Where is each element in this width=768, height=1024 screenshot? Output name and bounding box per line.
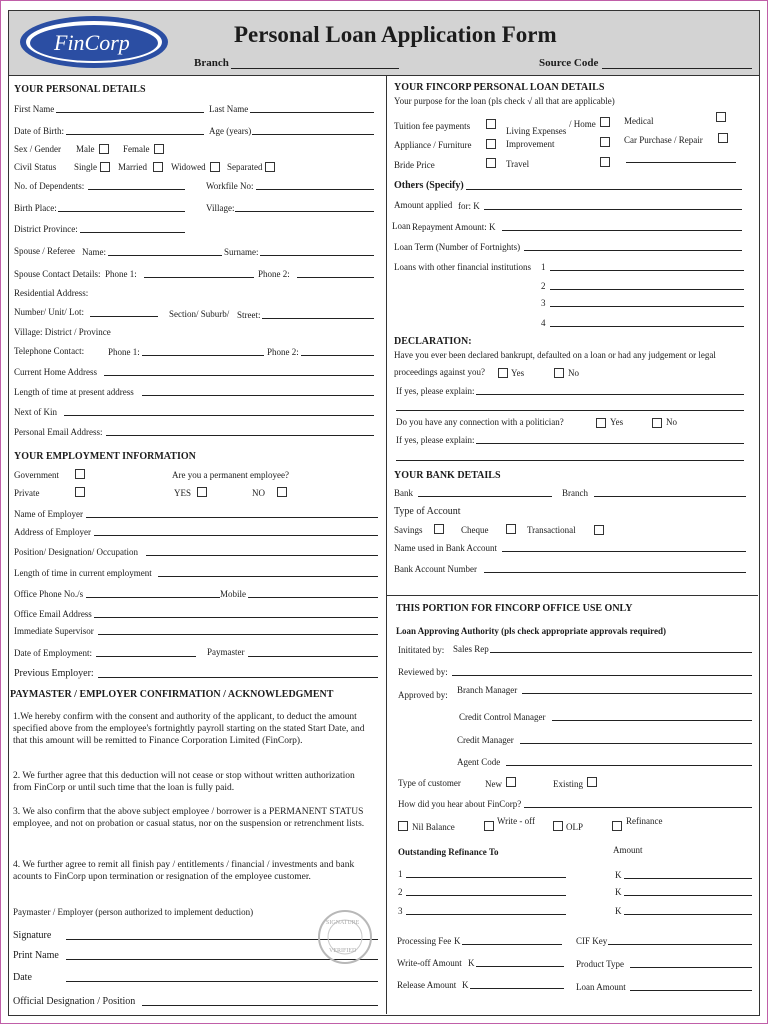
immediate-supervisor-label: Immediate Supervisor	[14, 626, 94, 636]
dependents-label: No. of Dependents:	[14, 181, 85, 191]
other-loan-4-number: 4	[541, 318, 546, 328]
other-loan-1-field[interactable]	[550, 270, 744, 271]
authorized-person-label: Paymaster / Employer (person authorized to implement deduction)	[13, 907, 254, 917]
new-customer-label: New	[485, 779, 502, 789]
length-employment-label: Length of time in current employment	[14, 568, 152, 578]
politician-question: Do you have any connection with a politician?	[396, 417, 564, 427]
village-label: Village:	[206, 203, 235, 213]
office-phone-label: Office Phone No./s	[14, 589, 84, 599]
improvement-checkbox[interactable]	[600, 137, 610, 147]
branch-manager-label: Branch Manager	[457, 685, 518, 695]
amount-label: Amount	[613, 845, 643, 855]
agent-code-field[interactable]	[506, 765, 752, 766]
bankrupt-explain-label: If yes, please explain:	[396, 386, 475, 396]
processing-fee-label: Processing Fee	[397, 936, 452, 946]
permanent-no-label: NO	[252, 488, 265, 498]
politician-explain-field-2[interactable]	[396, 460, 744, 461]
loan-label: Loan	[392, 221, 411, 231]
spouse-surname-field[interactable]	[260, 255, 374, 256]
married-checkbox[interactable]	[153, 162, 163, 172]
other-loan-4-field[interactable]	[550, 326, 744, 327]
politician-no-label: No	[666, 417, 677, 427]
signature-label: Signature	[13, 930, 52, 941]
approved-by-label: Approved by:	[398, 690, 448, 700]
writeoff-amount-label: Write-off Amount	[397, 958, 462, 968]
politician-no-checkbox[interactable]	[652, 418, 662, 428]
loan-purpose-note: Your purpose for the loan (pls check √ all that are applicable)	[394, 96, 615, 106]
official-designation-label: Official Designation / Position	[13, 996, 136, 1007]
loan-term-label: Loan Term (Number of Fortnights)	[394, 242, 521, 252]
improvement-label: Improvement	[506, 139, 555, 149]
spouse-surname-label: Surname:	[224, 247, 259, 257]
government-checkbox[interactable]	[75, 469, 85, 479]
refinance-3-number: 3	[398, 906, 403, 916]
private-label: Private	[14, 488, 40, 498]
employment-section-title: YOUR EMPLOYMENT INFORMATION	[14, 451, 196, 462]
credit-control-manager-field[interactable]	[552, 720, 752, 721]
politician-yes-checkbox[interactable]	[596, 418, 606, 428]
birth-place-label: Birth Place:	[14, 203, 57, 213]
bankrupt-explain-field-2[interactable]	[396, 410, 744, 411]
last-name-field[interactable]	[250, 112, 374, 113]
bankrupt-question: Have you ever been declared bankrupt, defaulted on a loan or had any judgement or legal	[394, 350, 716, 360]
date-of-employment-field[interactable]	[96, 656, 196, 657]
private-checkbox[interactable]	[75, 487, 85, 497]
spouse-name-field[interactable]	[108, 255, 222, 256]
immediate-supervisor-field[interactable]	[98, 634, 378, 635]
sex-gender-label: Sex / Gender	[14, 144, 61, 154]
repayment-amount-label: Repayment Amount: K	[412, 222, 496, 232]
separated-checkbox[interactable]	[265, 162, 275, 172]
loan-amount-field[interactable]	[630, 990, 752, 991]
street-label: Street:	[237, 310, 261, 320]
credit-manager-label: Credit Manager	[457, 735, 514, 745]
male-checkbox[interactable]	[99, 144, 109, 154]
spouse-name-label: Name:	[82, 247, 106, 257]
column-divider	[386, 76, 387, 1014]
writeoff-amount-k: K	[468, 958, 475, 968]
paymaster-section-title: PAYMASTER / EMPLOYER CONFIRMATION / ACKNOWLEDGMENT	[10, 689, 334, 700]
last-name-label: Last Name	[209, 104, 249, 114]
tuition-checkbox[interactable]	[486, 119, 496, 129]
first-name-label: First Name	[14, 104, 55, 114]
address-of-employer-label: Address of Employer	[14, 527, 91, 537]
single-checkbox[interactable]	[100, 162, 110, 172]
olp-label: OLP	[566, 822, 584, 832]
branch-label: Branch	[194, 57, 229, 69]
paymaster-label: Paymaster	[207, 647, 245, 657]
date-of-employment-label: Date of Employment:	[14, 648, 92, 658]
name-of-employer-label: Name of Employer	[14, 509, 83, 519]
civil-status-label: Civil Status	[14, 162, 57, 172]
official-designation-field[interactable]	[142, 1005, 378, 1006]
other-loan-2-number: 2	[541, 281, 546, 291]
number-unit-lot-field[interactable]	[90, 316, 158, 317]
number-unit-lot-label: Number/ Unit/ Lot:	[14, 307, 84, 317]
processing-fee-field[interactable]	[462, 944, 562, 945]
birth-place-field[interactable]	[58, 211, 185, 212]
credit-control-manager-label: Credit Control Manager	[459, 712, 546, 722]
existing-customer-label: Existing	[553, 779, 584, 789]
permanent-no-checkbox[interactable]	[277, 487, 287, 497]
residential-address-label: Residential Address:	[14, 288, 89, 298]
how-heard-field[interactable]	[524, 807, 752, 808]
savings-label: Savings	[394, 525, 423, 535]
refinance-1-number: 1	[398, 869, 403, 879]
name-of-employer-field[interactable]	[86, 517, 378, 518]
appliance-checkbox[interactable]	[486, 139, 496, 149]
refinance-3-field[interactable]	[406, 914, 566, 915]
widowed-checkbox[interactable]	[210, 162, 220, 172]
refinance-1-k: K	[615, 870, 622, 880]
position-field[interactable]	[146, 555, 378, 556]
how-heard-label: How did you hear about FinCorp?	[398, 799, 522, 809]
refinance-checkbox[interactable]	[612, 821, 622, 831]
medical-checkbox[interactable]	[716, 112, 726, 122]
others-label: Others (Specify)	[394, 180, 464, 191]
logo-text: FinCorp	[54, 30, 130, 55]
date-field[interactable]	[66, 981, 378, 982]
bank-branch-label: Branch	[562, 488, 588, 498]
refinance-3-amount-field[interactable]	[624, 914, 752, 915]
age-field[interactable]	[252, 134, 374, 135]
spouse-phone1-field[interactable]	[144, 277, 254, 278]
savings-checkbox[interactable]	[434, 524, 444, 534]
declaration-section-title: DECLARATION:	[394, 336, 472, 347]
cheque-checkbox[interactable]	[506, 524, 516, 534]
outstanding-refinance-label: Outstanding Refinance To	[398, 847, 499, 857]
cif-key-field[interactable]	[608, 944, 752, 945]
refinance-2-field[interactable]	[406, 895, 566, 896]
existing-customer-checkbox[interactable]	[587, 777, 597, 787]
permanent-question: Are you a permanent employee?	[172, 470, 289, 480]
widowed-label: Widowed	[171, 162, 206, 172]
type-of-customer-label: Type of customer	[398, 778, 461, 788]
district-province-field[interactable]	[80, 232, 185, 233]
nil-balance-checkbox[interactable]	[398, 821, 408, 831]
nil-balance-label: Nil Balance	[412, 822, 455, 832]
reviewed-by-label: Reviewed by:	[398, 667, 448, 677]
telephone-phone2-label: Phone 2:	[267, 347, 299, 357]
refinance-2-number: 2	[398, 887, 403, 897]
bankrupt-no-checkbox[interactable]	[554, 368, 564, 378]
other-purpose-field[interactable]	[626, 162, 736, 163]
loan-term-field[interactable]	[524, 250, 742, 251]
workfile-label: Workfile No:	[206, 181, 254, 191]
print-name-label: Print Name	[13, 950, 59, 961]
transactional-checkbox[interactable]	[594, 525, 604, 535]
bankrupt-yes-label: Yes	[511, 368, 525, 378]
dependents-field[interactable]	[88, 189, 185, 190]
office-section-title: THIS PORTION FOR FINCORP OFFICE USE ONLY	[396, 603, 633, 614]
village-district-label: Village: District / Province	[14, 327, 111, 337]
spouse-referee-label: Spouse / Referee	[14, 246, 75, 256]
district-province-label: District Province:	[14, 224, 78, 234]
travel-checkbox[interactable]	[600, 157, 610, 167]
refinance-label: Refinance	[626, 816, 663, 826]
release-amount-k: K	[462, 980, 469, 990]
first-name-field[interactable]	[56, 112, 204, 113]
position-label: Position/ Designation/ Occupation	[14, 547, 138, 557]
spouse-phone1-label: Phone 1:	[105, 269, 137, 279]
politician-explain-field[interactable]	[476, 443, 744, 444]
branch-manager-field[interactable]	[522, 693, 752, 694]
release-amount-label: Release Amount	[397, 980, 457, 990]
office-email-label: Office Email Address	[14, 609, 92, 619]
sales-rep-field[interactable]	[490, 652, 752, 653]
source-code-label: Source Code	[539, 57, 599, 69]
female-checkbox[interactable]	[154, 144, 164, 154]
length-employment-field[interactable]	[158, 576, 378, 577]
release-amount-field[interactable]	[470, 988, 564, 989]
branch-field[interactable]	[231, 68, 399, 69]
office-divider	[386, 595, 758, 596]
address-of-employer-field[interactable]	[94, 535, 378, 536]
village-field[interactable]	[235, 211, 374, 212]
paymaster-clause-1: 1.We hereby confirm with the consent and authority of the applicant, to deduct the amount specified above from the employee's fortnightly payroll starting on the stated Start Date, and that this amount will be remitted to Finance Corporation Limited (FinCorp).	[13, 712, 365, 746]
source-code-field[interactable]	[602, 68, 752, 69]
other-loan-1-number: 1	[541, 262, 546, 272]
date-label: Date	[13, 972, 32, 983]
reviewed-by-field[interactable]	[452, 675, 752, 676]
separated-label: Separated	[227, 162, 263, 172]
single-label: Single	[74, 162, 98, 172]
repayment-amount-field[interactable]	[502, 230, 742, 231]
approving-authority-label: Loan Approving Authority (pls check appropriate approvals required)	[396, 626, 666, 636]
amount-applied-label: Amount applied	[394, 200, 453, 210]
office-email-field[interactable]	[94, 617, 378, 618]
spouse-phone2-field[interactable]	[297, 277, 374, 278]
dob-field[interactable]	[66, 134, 204, 135]
product-type-label: Product Type	[576, 959, 624, 969]
refinance-1-amount-field[interactable]	[624, 878, 752, 879]
new-customer-checkbox[interactable]	[506, 777, 516, 787]
others-field[interactable]	[466, 189, 742, 190]
bankrupt-question-cont: proceedings against you?	[394, 367, 485, 377]
other-loan-3-field[interactable]	[550, 306, 744, 307]
signature-verified-stamp	[316, 908, 374, 966]
write-off-checkbox[interactable]	[484, 821, 494, 831]
bride-price-checkbox[interactable]	[486, 158, 496, 168]
paymaster-clause-4: 4. We further agree to remit all finish pay / entitlements / financial / investments and bank acounts to FinCorp upon termination or resignation of the employee customer.	[13, 860, 355, 882]
workfile-field[interactable]	[256, 189, 374, 190]
home-label: / Home	[569, 119, 596, 129]
telephone-phone2-field[interactable]	[301, 355, 374, 356]
name-used-field[interactable]	[502, 551, 746, 552]
mobile-label: Mobile	[220, 589, 246, 599]
appliance-label: Appliance / Furniture	[394, 140, 472, 150]
other-loans-label: Loans with other financial institutions	[394, 262, 531, 272]
dob-label: Date of Birth:	[14, 126, 64, 136]
loan-amount-label: Loan Amount	[576, 982, 626, 992]
bankrupt-explain-field[interactable]	[476, 394, 744, 395]
bankrupt-no-label: No	[568, 368, 579, 378]
loan-section-title: YOUR FINCORP PERSONAL LOAN DETAILS	[394, 82, 605, 93]
living-expenses-label: Living Expenses	[506, 126, 567, 136]
travel-label: Travel	[506, 159, 530, 169]
cif-key-label: CIF Key	[576, 936, 608, 946]
mobile-field[interactable]	[248, 597, 378, 598]
name-used-label: Name used in Bank Account	[394, 543, 497, 553]
street-field[interactable]	[262, 318, 374, 319]
bankrupt-yes-checkbox[interactable]	[498, 368, 508, 378]
stamp-text-top: SIGNATURE	[326, 920, 360, 926]
stamp-text-bottom: VERIFIED	[329, 948, 357, 954]
transactional-label: Transactional	[527, 525, 576, 535]
bank-field[interactable]	[418, 496, 552, 497]
next-of-kin-label: Next of Kin	[14, 407, 57, 417]
product-type-field[interactable]	[630, 967, 752, 968]
home-checkbox[interactable]	[600, 117, 610, 127]
car-checkbox[interactable]	[718, 133, 728, 143]
processing-fee-k: K	[454, 936, 461, 946]
personal-email-field[interactable]	[106, 435, 374, 436]
length-at-address-label: Length of time at present address	[14, 387, 134, 397]
other-loan-3-number: 3	[541, 298, 546, 308]
personal-email-label: Personal Email Address:	[14, 427, 103, 437]
cheque-label: Cheque	[461, 525, 489, 535]
sales-rep-label: Sales Rep	[453, 644, 489, 654]
next-of-kin-field[interactable]	[64, 415, 374, 416]
bride-price-label: Bride Price	[394, 160, 435, 170]
account-number-label: Bank Account Number	[394, 564, 477, 574]
write-off-label: Write - off	[497, 816, 535, 826]
personal-section-title: YOUR PERSONAL DETAILS	[14, 84, 146, 95]
olp-checkbox[interactable]	[553, 821, 563, 831]
telephone-phone1-field[interactable]	[142, 355, 264, 356]
age-label: Age (years)	[209, 126, 252, 136]
office-phone-field[interactable]	[86, 597, 220, 598]
car-label: Car Purchase / Repair	[624, 135, 703, 145]
male-label: Male	[76, 144, 95, 154]
refinance-3-k: K	[615, 906, 622, 916]
other-loan-2-field[interactable]	[550, 289, 744, 290]
bank-label: Bank	[394, 488, 413, 498]
paymaster-clause-2: 2. We further agree that this deduction will not cease or stop without written authorization from FinCorp or until such time that the loan is fully paid.	[13, 771, 355, 793]
tuition-label: Tuition fee payments	[394, 121, 471, 131]
paymaster-clause-3: 3. We also confirm that the above subject employee / borrower is a PERMANENT STATUS employee, and not on probation or casual status, nor on the suspension or retrenchment lists.	[13, 807, 365, 829]
page-title: Personal Loan Application Form	[234, 22, 557, 47]
previous-employer-label: Previous Employer:	[14, 668, 94, 679]
medical-label: Medical	[624, 116, 654, 126]
agent-code-label: Agent Code	[457, 757, 501, 767]
current-home-address-field[interactable]	[104, 375, 374, 376]
credit-manager-field[interactable]	[520, 743, 752, 744]
bank-section-title: YOUR BANK DETAILS	[394, 470, 501, 481]
refinance-1-field[interactable]	[406, 877, 566, 878]
refinance-2-k: K	[615, 887, 622, 897]
permanent-yes-checkbox[interactable]	[197, 487, 207, 497]
permanent-yes-label: YES	[174, 488, 192, 498]
refinance-2-amount-field[interactable]	[624, 895, 752, 896]
politician-yes-label: Yes	[610, 417, 624, 427]
married-label: Married	[118, 162, 147, 172]
amount-applied-field[interactable]	[484, 209, 742, 210]
type-of-account-label: Type of Account	[394, 506, 461, 517]
writeoff-amount-field[interactable]	[476, 966, 564, 967]
spouse-contact-label: Spouse Contact Details:	[14, 269, 101, 279]
amount-applied-k-label: for: K	[458, 201, 480, 211]
government-label: Government	[14, 470, 59, 480]
female-label: Female	[123, 144, 150, 154]
politician-explain-label: If yes, please explain:	[396, 435, 475, 445]
telephone-phone1-label: Phone 1:	[108, 347, 140, 357]
initiated-by-label: Inititated by:	[398, 645, 445, 655]
length-at-address-field[interactable]	[142, 395, 374, 396]
current-home-address-label: Current Home Address	[14, 367, 97, 377]
section-suburb-label: Section/ Suburb/	[169, 309, 230, 319]
previous-employer-field[interactable]	[98, 677, 378, 678]
spouse-phone2-label: Phone 2:	[258, 269, 290, 279]
bank-branch-field[interactable]	[594, 496, 746, 497]
account-number-field[interactable]	[484, 572, 746, 573]
telephone-contact-label: Telephone Contact:	[14, 346, 85, 356]
paymaster-field[interactable]	[248, 656, 378, 657]
